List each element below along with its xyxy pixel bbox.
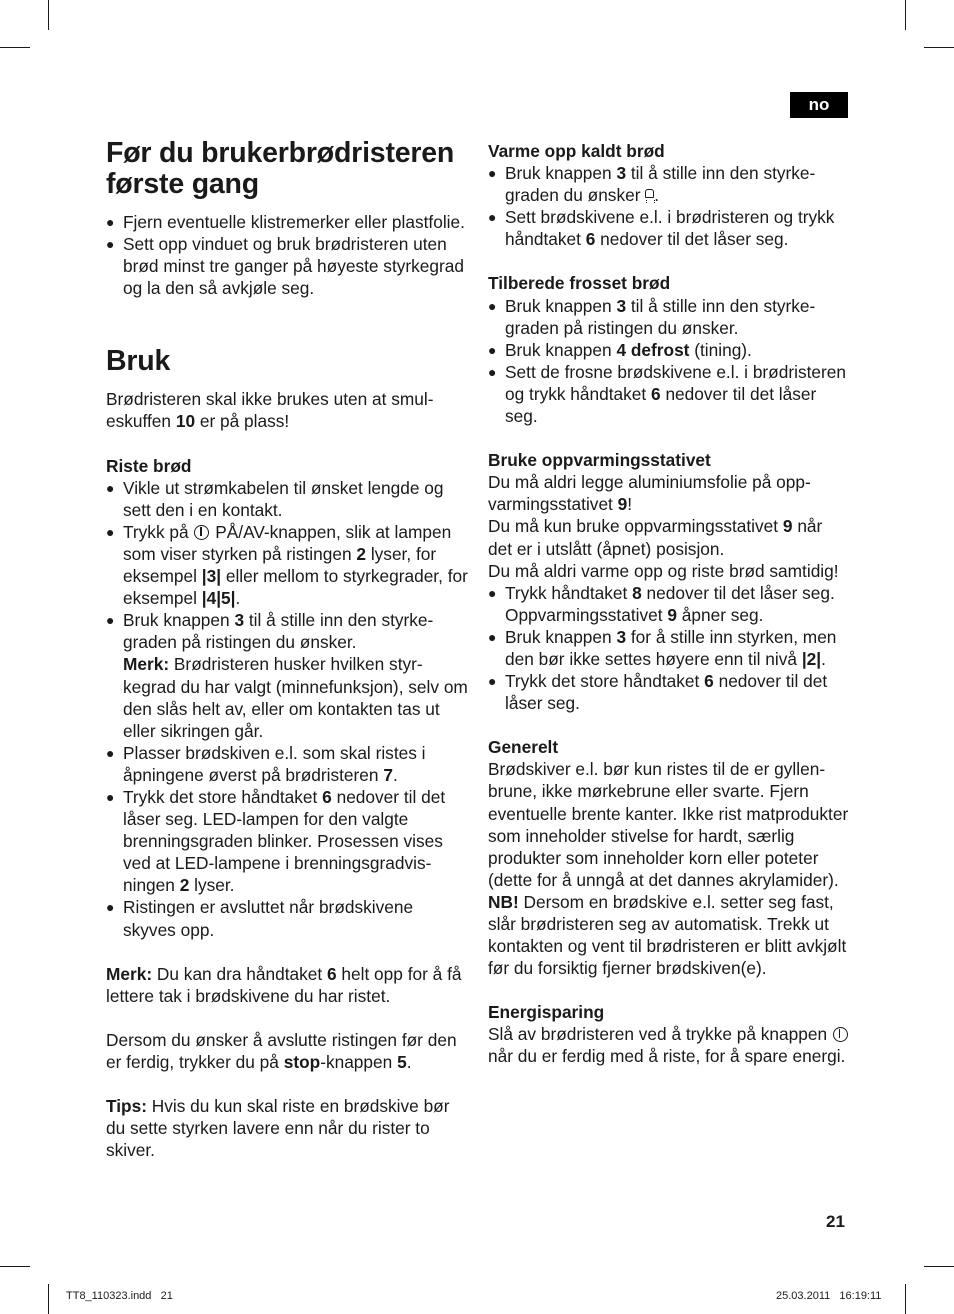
list-item: ● Bruk knappen 4 defrost (tining). xyxy=(488,339,850,361)
list-item: ● Plasser brødskiven e.l. som skal ristes i åpningene øverst på brødristeren 7. xyxy=(106,742,468,786)
heading-reheat-bread: Varme opp kaldt brød xyxy=(488,141,665,161)
list-item: ● Sett opp vinduet og bruk brødristeren uten brød minst tre ganger på høyeste styrkegrad og la den så avkjøle seg. xyxy=(106,233,468,299)
toast-steps-list xyxy=(106,477,468,941)
crop-mark xyxy=(48,1284,49,1314)
tips-paragraph: Tips: Hvis du kun skal riste en brødskive bør du sette styrken lavere enn når du rister to skiver. xyxy=(106,1096,450,1161)
reheat-list xyxy=(488,162,850,250)
power-icon xyxy=(194,525,209,540)
general-warning-paragraph: NB! Dersom en brødskive e.l. setter seg fast, slår brødristeren seg av automatisk. Trekk ut kontakten og vent til brødristeren er blitt avkjølt før du forsiktig fjerner brødskiven(e). xyxy=(488,891,847,979)
list-item: ● Vikle ut strømkabelen til ønsket lengde og sett den i en kontakt. xyxy=(106,477,468,521)
warming-rack-paragraph: Du må aldri legge aluminiumsfolie på oppvarmingsstativet 9! xyxy=(488,472,811,515)
heading-energy-saving: Energisparing xyxy=(488,1002,605,1023)
list-item: ● Bruk knappen 3 for å stille inn styrken, men den bør ikke settes høyere enn til nivå |2|. xyxy=(488,626,850,670)
page-number: 21 xyxy=(826,1212,845,1231)
print-slug-date: 25.03.2011 16:19:11 xyxy=(776,1290,882,1302)
list-item: ● Trykk det store håndtaket 6 nedover til det låser seg. LED-lampen for den valgte brenningsgraden blinker. Prosessen vises ved at LED-lampene i brenningsgradvisningen 2 lyser. xyxy=(106,786,468,896)
section-title-first-use: Før du brukerbrødristeren første gang xyxy=(106,137,455,200)
crop-mark xyxy=(905,0,906,30)
crop-mark xyxy=(0,1266,30,1267)
list-item: ● Trykk på PÅ/AV-knappen, slik at lampen som viser styrken på ristingen 2 lyser, for eksempel |3| eller mellom to styrkegrader, for eksempel |4|5|. xyxy=(106,521,468,609)
heading-warming-rack: Bruke oppvarmingsstativet xyxy=(488,450,711,471)
frozen-list xyxy=(488,295,850,428)
warming-rack-list xyxy=(488,582,850,715)
list-item: ● Bruk knappen 3 til å stille inn den styrkegraden på ristingen du ønsker. xyxy=(488,295,850,339)
list-item: ● Trykk det store håndtaket 6 nedover til det låser seg. xyxy=(488,670,850,714)
list-item: ● Ristingen er avsluttet når brødskivene skyves opp. xyxy=(106,896,468,940)
toast-level-icon xyxy=(645,189,654,204)
general-paragraph: Brødskiver e.l. bør kun ristes til de er gyllenbrune, ikke mørkebrune eller svarte. Fjern eventuelle brente kanter. Ikke rist matprodukter som inneholder stivelse for hardt, særlig produkter som inneholder korn eller poteter (dette for å unngå at det dannes akrylamider). xyxy=(488,759,849,890)
left-column xyxy=(106,138,468,1161)
stop-paragraph: Dersom du ønsker å avslutte ristingen før den er ferdig, trykker du på stop-knappen 5. xyxy=(106,1029,457,1072)
crop-mark xyxy=(905,1284,906,1314)
note-paragraph: Merk: Du kan dra håndtaket 6 helt opp for å få lettere tak i brødskivene du har ristet. xyxy=(106,963,462,1006)
heading-general: Generelt xyxy=(488,737,559,758)
crop-mark xyxy=(0,47,30,48)
warming-rack-paragraph: Du må kun bruke oppvarmingsstativet 9 når det er i utslått (åpnet) posisjon. xyxy=(488,516,823,559)
warming-rack-paragraph: Du må aldri varme opp og riste brød samtidig! xyxy=(488,560,839,581)
language-tab: no xyxy=(790,92,848,118)
list-item: ● Sett brødskivene e.l. i brødristeren og trykk håndtaket 6 nedover til det låser seg. xyxy=(488,206,850,250)
list-item: ● Bruk knappen 3 til å stille inn den styrkegraden på ristingen du ønsker. Merk: Brødristeren husker hvilken styrkegrad du har valgt (minnefunksjon), selv om den slås helt av, eller om kontakten tas ut eller sikringen går. xyxy=(106,609,468,742)
list-item: ● Trykk håndtaket 8 nedover til det låser seg. Oppvarmingsstativet 9 åpner seg. xyxy=(488,582,850,626)
first-use-list xyxy=(106,211,468,299)
right-column xyxy=(488,140,850,1068)
list-item: ● Sett de frosne brødskivene e.l. i brødristeren og trykk håndtaket 6 nedover til det låser seg. xyxy=(488,361,850,427)
heading-toast-bread: Riste brød xyxy=(106,455,192,476)
heading-frozen-bread: Tilberede frosset brød xyxy=(488,273,671,294)
list-item: ● Fjern eventuelle klistremerker eller plastfolie. xyxy=(106,211,468,233)
power-icon xyxy=(833,1027,848,1042)
crop-mark xyxy=(924,47,954,48)
print-slug-file: TT8_110323.indd 21 xyxy=(66,1290,173,1302)
energy-paragraph: Slå av brødristeren ved å trykke på knappen når du er ferdig med å riste, for å spare energi. xyxy=(488,1023,850,1067)
list-item: ● Bruk knappen 3 til å stille inn den styrkegraden du ønsker . xyxy=(488,162,850,206)
section-title-usage: Bruk xyxy=(106,345,171,378)
usage-intro: Brødristeren skal ikke brukes uten at smuleskuffen 10 er på plass! xyxy=(106,389,434,432)
crop-mark xyxy=(48,0,49,30)
crop-mark xyxy=(924,1266,954,1267)
